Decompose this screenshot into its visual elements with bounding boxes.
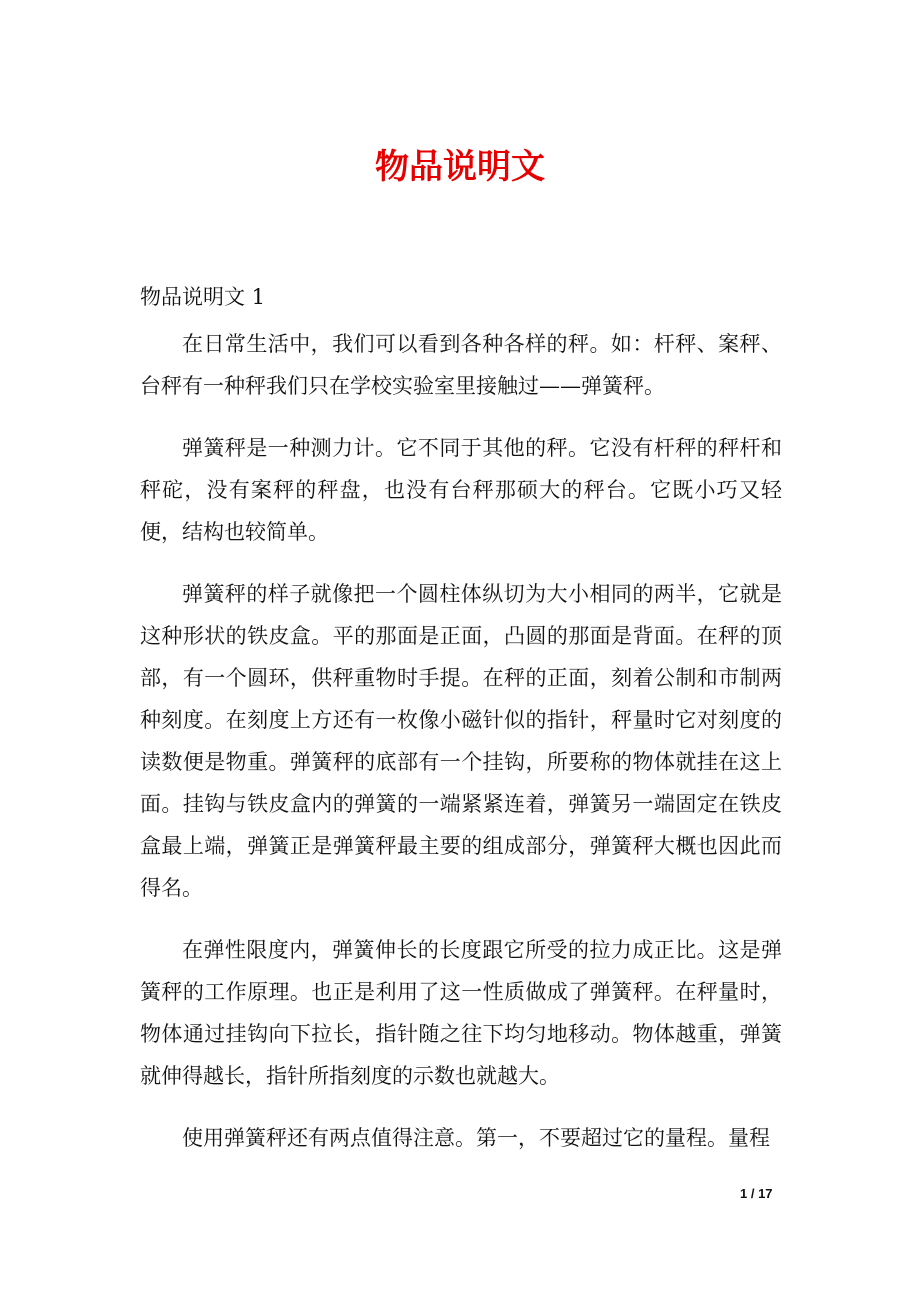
paragraph: 在日常生活中，我们可以看到各种各样的秤。如：杆秤、案秤、台秤有一种秤我们只在学校实验室里接触过——弹簧秤。 — [140, 332, 782, 398]
paragraph: 弹簧秤的样子就像把一个圆柱体纵切为大小相同的两半，它就是这种形状的铁皮盒。平的那面是正面，凸圆的那面是背面。在秤的顶部，有一个圆环，供秤重物时手提。在秤的正面，刻着公制和市制两种刻度。在刻度上方还有一枚像小磁针似的指针，秤量时它对刻度的读数便是物重。弹簧秤的底部有一个挂钩，所要称的物体就挂在这上面。挂钩与铁皮盒内的弹簧的一端紧紧连着，弹簧另一端固定在铁皮盒最上端，弹簧正是弹簧秤最主要的组成部分，弹簧秤大概也因此而得名。 — [140, 582, 782, 900]
document-title: 物品说明文 — [375, 147, 545, 187]
paragraph: 使用弹簧秤还有两点值得注意。第一，不要超过它的量程。量程 — [182, 1126, 770, 1150]
paragraph: 弹簧秤是一种测力计。它不同于其他的秤。它没有杆秤的秤杆和秤砣，没有案秤的秤盘，也没有台秤那硕大的秤台。它既小巧又轻便，结构也较简单。 — [140, 436, 782, 544]
section-heading: 物品说明文 1 — [140, 285, 266, 309]
document-body — [140, 323, 782, 1179]
page-number: 1 / 17 — [740, 1186, 773, 1201]
paragraph: 在弹性限度内，弹簧伸长的长度跟它所受的拉力成正比。这是弹簧秤的工作原理。也正是利用了这一性质做成了弹簧秤。在秤量时，物体通过挂钩向下拉长，指针随之往下均匀地移动。物体越重，弹簧就伸得越长，指针所指刻度的示数也就越大。 — [140, 938, 782, 1088]
